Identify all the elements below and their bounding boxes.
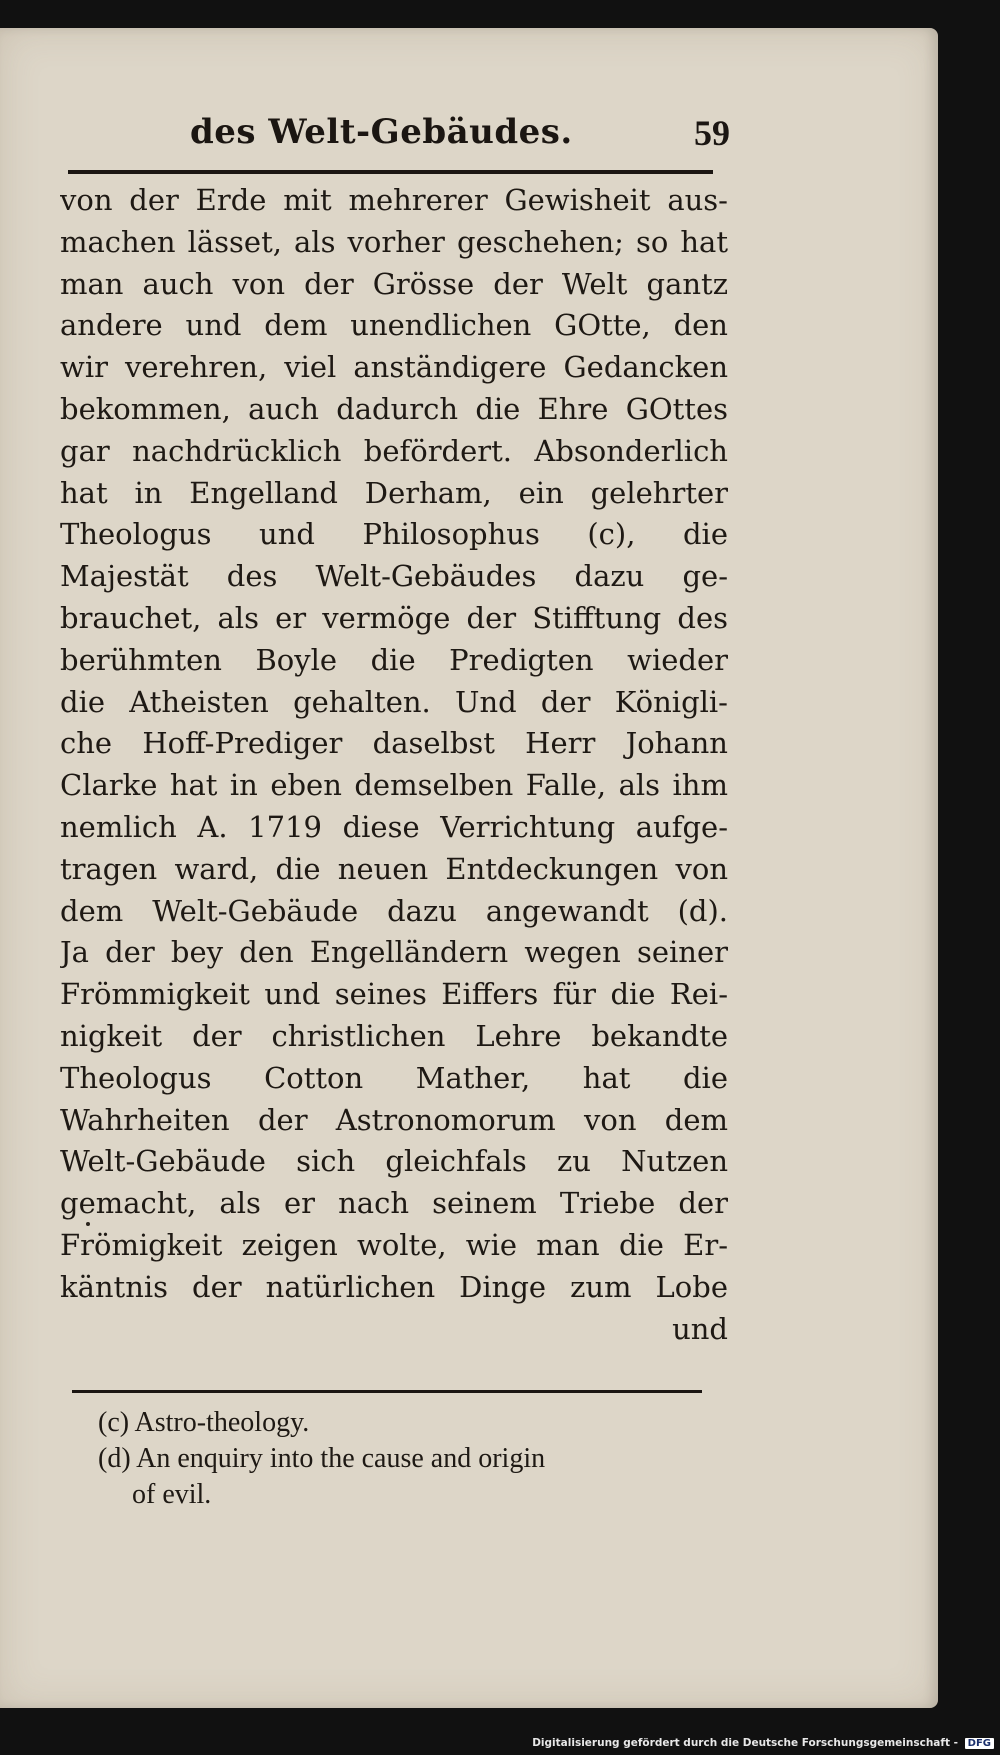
dfg-logo: DFG [965, 1738, 994, 1749]
credit-text: Digitalisierung gefördert durch die Deutsche Forschungsgemeinschaft - [532, 1737, 958, 1749]
page-number: 59 [694, 113, 730, 153]
page-header [190, 112, 730, 160]
text-line: andere und dem unendlichen GOtte, den [60, 308, 728, 343]
footnote-d-continuation: of evil. [132, 1479, 212, 1510]
running-title: des Welt-Gebäudes. [190, 112, 573, 152]
text-line: gar nachdrücklich befördert. Absonderlich [60, 433, 728, 468]
catchword: und [672, 1311, 728, 1346]
text-line: che Hoff-Prediger daselbst Herr Johann [60, 726, 728, 761]
digitization-credit [532, 1737, 994, 1749]
text-line: Ja der bey den Engelländern wegen seiner [60, 935, 728, 970]
text-line: berühmten Boyle die Predigten wieder [60, 642, 728, 677]
text-line: die Atheisten gehalten. Und der Königli- [60, 684, 728, 719]
body-text [60, 180, 728, 1350]
text-line: Frömmigkeit und seines Eiffers für die Rei- [60, 977, 728, 1012]
text-line: man auch von der Grösse der Welt gantz [60, 266, 728, 301]
text-line: Welt-Gebäude sich gleichfals zu Nutzen [60, 1144, 728, 1179]
text-line: brauchet, als er vermöge der Stifftung des [60, 600, 728, 635]
footnote-d: (d) An enquiry into the cause and origin [98, 1443, 546, 1474]
footnotes [98, 1405, 723, 1513]
text-line: von der Erde mit mehrerer Gewisheit aus- [60, 183, 728, 217]
text-line: nemlich A. 1719 diese Verrichtung aufge- [60, 809, 728, 844]
text-line: käntnis der natürlichen Dinge zum Lobe [60, 1269, 728, 1304]
header-rule [68, 170, 713, 174]
text-line: Wahrheiten der Astronomorum von dem [60, 1102, 728, 1137]
footnote-c: (c) Astro-theology. [98, 1407, 310, 1438]
text-line: Theologus und Philosophus (c), die [60, 517, 728, 552]
text-line: tragen ward, die neuen Entdeckungen von [60, 851, 728, 886]
text-line: hat in Engelland Derham, ein gelehrter [60, 475, 728, 510]
text-line: gemacht, als er nach seinem Triebe der [60, 1186, 728, 1221]
text-line: nigkeit der christlichen Lehre bekandte [60, 1018, 728, 1053]
text-line: machen lässet, als vorher geschehen; so hat [60, 224, 728, 259]
text-line: bekommen, auch dadurch die Ehre GOttes [60, 391, 728, 426]
text-line: Frömigkeit zeigen wolte, wie man die Er- [60, 1227, 728, 1262]
text-line: Theologus Cotton Mather, hat die [60, 1060, 728, 1095]
text-line: wir verehren, viel anständigere Gedancken [60, 350, 728, 385]
ink-speck [86, 1222, 90, 1226]
footnote-rule [72, 1390, 702, 1393]
text-line: Clarke hat in eben demselben Falle, als ihm [60, 768, 728, 803]
text-line: Majestät des Welt-Gebäudes dazu ge- [60, 559, 728, 594]
text-line: dem Welt-Gebäude dazu angewandt (d). [60, 893, 728, 928]
